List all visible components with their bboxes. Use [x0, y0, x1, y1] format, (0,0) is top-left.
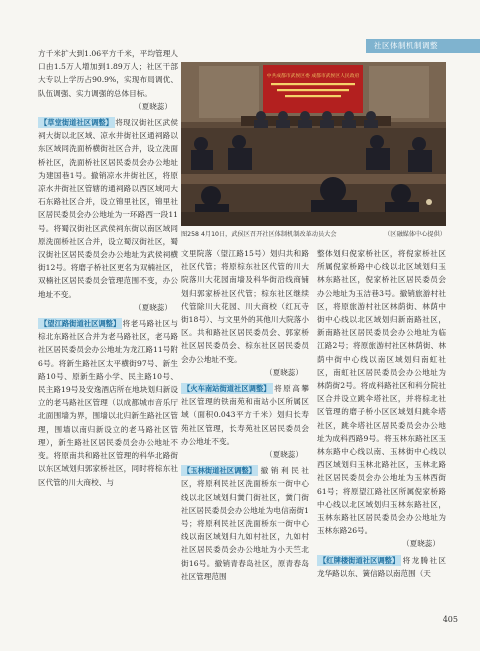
photo-caption-text: 图258 4月10日，武侯区召开社区体制机制改革动员大会: [181, 231, 337, 238]
article-tag-label: 玉林街道社区调整: [190, 466, 249, 476]
paragraph-continued: 文里院落（望江路15号）划归共和路社区代管；将原棕东社区代管的川大院落川大花园南墙及科华街沿线商铺划归郭家桥社区代管；棕东社区继续代管除川大花园、川大商校（红瓦寺街18号）、与文里外的其他川大院落小区。共和路社区居民委员会、郭家桥社区居民委员会、棕东社区居民委员会办公地址不变。: [181, 249, 309, 364]
column-2: [181, 247, 309, 583]
author-signature: （夏晓蕊）: [402, 539, 440, 549]
article-tag: 【玉林街道社区调整】: [183, 466, 256, 476]
meeting-photo-illustration: [181, 62, 446, 226]
author-signature: （夏晓蕊）: [134, 302, 172, 312]
article-caotang: [38, 116, 178, 301]
article-body: 将现汉街社区武侯祠大街以北区域、凉水井街社区通祠路以东区域同洗面桥横街社区合并，设立洗面桥社区，洗面桥社区居民委员会办公地址为建国巷1号。撤销凉水井街社区，将原凉水井街社区管辖的通祠路以西区域同大石东路社区合并，设立锦里社区，锦里社区居民委员会办公地址为一环路西一段11号。将蜀汉街社区武侯祠东街以南区域同原洗面桥社区合并，设立蜀汉街社区，蜀汉街社区居民委员会办公地址为武侯祠横街12号。将磨子桥社区更名为双楠社区，双楠社区居民委员会管理范围不变，办公地址不变。: [38, 118, 178, 299]
article-body: 撤销利民社区，将原利民社区洗面桥东一街中心线以北区域划归黉门街社区，黉门街社区居民委员会办公地址为电信南街1号；将原利民社区洗面桥东一街中心线以南区域划归九如村社区，九如村社区居民委员会办公地址为小天竺北街16号。撤销青春岛社区，原青春岛社区管理范围: [181, 466, 309, 581]
article-yulin: [181, 464, 309, 583]
article-tag-label: 草堂街道社区调整: [47, 118, 106, 128]
article-tag: 【火车南站街道社区调整】: [183, 384, 271, 394]
article-body: 将老马路社区与棕北东路社区合并为老马路社区，老马路社区居民委员会办公地址为龙江路11号附6号。将新生路社区太平横街97号、新生路10号、原新生路小学、民主路10号、民主路19号及安逸酒店所在地块划归新设立的老马路社区管理（以成都城市音乐厅北面围墙为界，围墙以北归新生路社区管理，围墙以南归新设立的老马路社区管理），新生路社区居民委员会办公地址不变。将原南共和路社区管理的科华北路街以东区域划归郭家桥社区，同时将棕东社区代管的川大商校、与: [38, 319, 178, 487]
article-tag-label: 红牌楼街道社区调整: [326, 555, 392, 565]
article-huochenanzhan: [181, 382, 309, 448]
article-tag: 【望江路街道社区调整】: [40, 319, 121, 329]
intro-paragraph: 方千米扩大到1.06平方千米，平均管理人口由1.5万人增加到1.89万人；社区干部大专以上学历占90.9%，实现布局调优、队伍调强、实力调强的总体目标。: [38, 49, 178, 98]
page-number: 405: [442, 615, 458, 624]
column-3: [317, 247, 446, 580]
article-tag-label: 火车南站街道社区调整: [190, 384, 264, 394]
article-tag: 【草堂街道社区调整】: [40, 118, 113, 128]
photo-caption: [181, 229, 446, 238]
author-signature: （夏晓蕊）: [265, 450, 303, 460]
article-wangjiang: [38, 317, 178, 489]
author-signature: （夏晓蕊）: [134, 101, 172, 111]
article-body: 将龙腾社区龙华路以东、簧信路以南范围（天: [317, 555, 446, 578]
article-hongpailou: [317, 554, 446, 580]
photo-credit: （区融媒体中心提供）: [384, 231, 446, 238]
column-1: [38, 47, 178, 489]
author-signature: （夏晓蕊）: [265, 367, 303, 377]
article-body: 将原高攀社区管理的铁南苑和南站小区所属区域（面积0.043平方千米）划归长寿苑社区管理，长寿苑社区居民委员会办公地址不变。: [181, 384, 309, 446]
article-tag: 【红牌楼街道社区调整】: [319, 555, 400, 565]
paragraph-continued: 整体划归倪家桥社区，将倪家桥社区所属倪家桥路中心线以北区域划归玉林东路社区，倪家桥社区居民委员会办公地址为玉洁巷3号。撤销旅游村社区，将原旅游村社区林荫街、林荫中街中心线以北区域划归新南路社区，新南路社区居民委员会办公地址为临江路2号；将原旅游村社区林荫街、林荫中街中心线以南区域划归南虹社区，南虹社区居民委员会办公地址为林荫街2号。将成科路社区和科分院社区合并设立跳伞塔社区，并将棕北社区管理的磨子桥小区区域划归跳伞塔社区，跳伞塔社区居民委员会办公地址为成科西路9号。将玉林东路社区玉林东路中心线以南、玉林街中心线以西区域划归玉林北路社区，玉林北路社区居民委员会办公地址为玉林西街61号；将原望江路社区所属倪家桥路中心线以北区域划归玉林东路社区，玉林东路社区居民委员会办公地址为玉林东路26号。: [317, 249, 446, 536]
article-tag-label: 望江路街道社区调整: [47, 319, 113, 329]
meeting-photo: [181, 62, 446, 226]
banner-text: 中共成都市武侯区委 成都市武侯区人民政府: [266, 74, 360, 79]
section-header: 社区体制机制调整: [366, 39, 480, 53]
